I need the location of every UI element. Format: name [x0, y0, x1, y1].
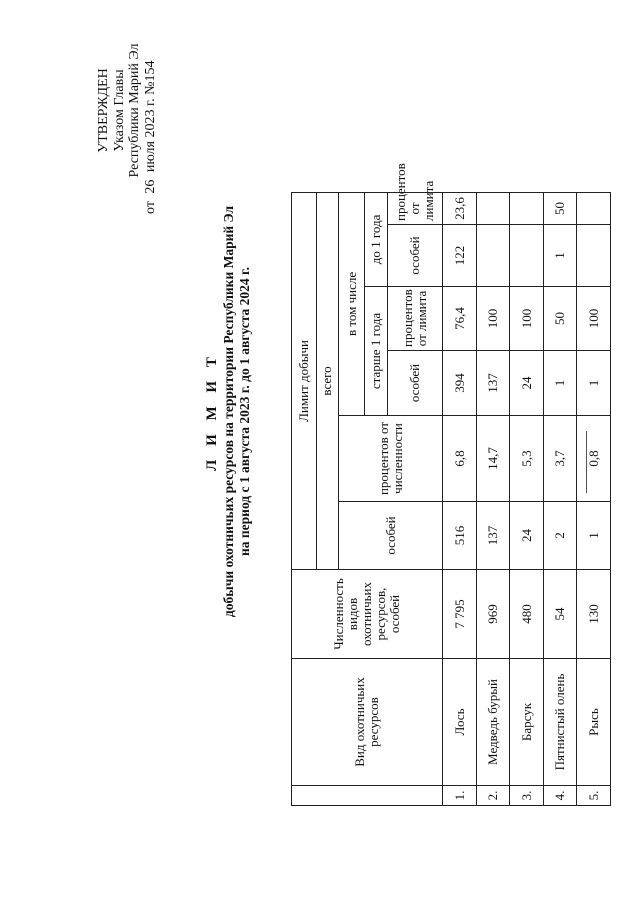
header-num-empty-3 — [339, 786, 365, 806]
title-period: на период с 1 августа 2023 г. до 1 августа 2024 г. — [237, 266, 252, 557]
row-species: Пятнистый олень — [543, 659, 577, 786]
header-older: старше 1 года — [365, 287, 387, 416]
header-population: Численность видов охотничьих ресурсов, особей — [292, 570, 443, 659]
row-population: 130 — [577, 570, 611, 659]
approval-date-prefix: от — [142, 201, 158, 214]
row-younger — [577, 225, 611, 287]
row-species: Медведь бурый — [476, 659, 510, 786]
title-limit: Л И М И Т — [204, 352, 220, 471]
row-num: 2. — [476, 786, 510, 806]
row-older: 24 — [510, 351, 544, 416]
row-younger — [510, 225, 544, 287]
header-total: всего — [316, 192, 338, 569]
row-total-pct: 3,7 — [543, 416, 577, 502]
row-total: 137 — [476, 502, 510, 570]
row-younger-pct — [510, 192, 544, 224]
header-num-empty-4 — [365, 786, 387, 806]
row-species: Рысь — [577, 659, 611, 786]
row-total-pct: 14,7 — [476, 416, 510, 502]
row-younger: 122 — [443, 225, 477, 287]
row-older-pct: 100 — [577, 287, 611, 351]
row-older-pct: 100 — [476, 287, 510, 351]
row-population: 480 — [510, 570, 544, 659]
row-older: 1 — [577, 351, 611, 416]
row-older-pct: 76,4 — [443, 287, 477, 351]
title-subject: добычи охотничьих ресурсов на территории Республики Марий Эл — [221, 205, 236, 618]
row-population: 54 — [543, 570, 577, 659]
row-total-pct: 6,8 — [443, 416, 477, 502]
row-younger: 1 — [543, 225, 577, 287]
row-total-pct: 0,8 — [577, 416, 611, 502]
row-older-pct: 50 — [543, 287, 577, 351]
row-num: 1. — [443, 786, 477, 806]
row-older: 394 — [443, 351, 477, 416]
row-younger-pct — [476, 192, 510, 224]
table-right-blank — [292, 5, 611, 192]
row-younger-pct: 50 — [543, 192, 577, 224]
row-total: 516 — [443, 502, 477, 570]
row-older: 1 — [543, 351, 577, 416]
row-num: 3. — [510, 786, 544, 806]
row-total: 2 — [543, 502, 577, 570]
header-younger: до 1 года — [365, 192, 387, 286]
row-num: 4. — [543, 786, 577, 806]
header-limit: Лимит добычи — [292, 192, 317, 569]
limits-table — [291, 5, 611, 806]
document-title — [203, 10, 253, 813]
header-num-empty-2 — [316, 786, 338, 806]
row-num: 5. — [577, 786, 611, 806]
approval-heading: УТВЕРЖДЕН — [96, 68, 111, 153]
row-younger-pct: 23,6 — [443, 192, 477, 224]
row-younger — [476, 225, 510, 287]
approval-republic: Республики Марий Эл — [127, 43, 142, 178]
row-younger-pct — [577, 192, 611, 224]
header-num-empty-5 — [387, 786, 443, 806]
header-older-percent: процентов от лимита — [387, 287, 443, 351]
header-species: Вид охотничьих ресурсов — [292, 659, 443, 786]
row-older-pct: 100 — [510, 287, 544, 351]
header-num-empty — [292, 786, 317, 806]
header-percent-population: процентов от численности — [339, 416, 443, 502]
approval-block — [96, 3, 158, 218]
row-total: 24 — [510, 502, 544, 570]
approval-date-rest: июля 2023 г. №154 — [142, 60, 158, 173]
end-divider — [586, 431, 587, 493]
row-species: Лось — [443, 659, 477, 786]
row-older: 137 — [476, 351, 510, 416]
approval-date-day: 26 — [142, 179, 158, 194]
row-population: 7 795 — [443, 570, 477, 659]
row-total-pct: 5,3 — [510, 416, 544, 502]
header-including: в том числе — [339, 192, 365, 415]
row-total: 1 — [577, 502, 611, 570]
approval-date — [143, 3, 159, 218]
row-species: Барсук — [510, 659, 544, 786]
header-older-individuals: особей — [387, 351, 443, 416]
header-younger-percent: процентов от лимита — [387, 192, 443, 224]
header-younger-individuals: особей — [387, 225, 443, 287]
header-total-individuals: особей — [339, 502, 443, 570]
approval-decree: Указом Главы — [111, 69, 127, 152]
row-population: 969 — [476, 570, 510, 659]
